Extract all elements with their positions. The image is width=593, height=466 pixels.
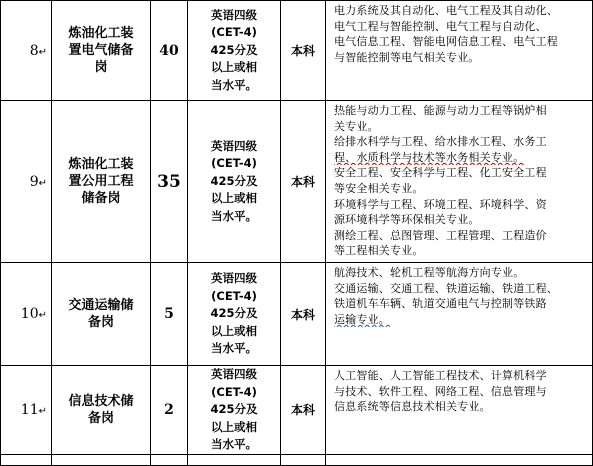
major-requirement-line: 关专业。: [334, 119, 379, 133]
major-requirement-line: 热能与动力工程、能源与动力工程等锅炉相: [334, 104, 547, 117]
row-number: 10: [20, 306, 39, 322]
row-number-cell: [1, 366, 52, 455]
position-name-line: 交通运输储: [68, 298, 134, 313]
major-requirement-line: 人工智能、人工智能工程技术、计算机科学: [334, 369, 547, 382]
english-requirement-line: 以上或相: [211, 191, 257, 206]
row-number-cell: [1, 1, 52, 101]
major-requirement-line: 与智能控制等电气相关专业。: [334, 50, 480, 64]
major-requirement-line: 测绘工程、总图管理、工程管理、工程造价: [334, 228, 547, 242]
table-row: [1, 366, 593, 455]
major-requirement-line: 等安全相关专业。: [334, 181, 424, 195]
headcount-cell: 2: [151, 366, 188, 455]
headcount-cell: 5: [151, 263, 188, 366]
english-requirement-line: 425分及: [210, 306, 258, 321]
major-requirement-line: 电气信息工程、智能电网信息工程、电气工程: [334, 35, 558, 49]
english-requirement-line: 以上或相: [211, 323, 257, 338]
english-requirement-line: (CET-4): [211, 25, 257, 40]
headcount-cell: 40: [151, 1, 188, 101]
english-requirement-line: (CET-4): [211, 384, 257, 399]
english-requirement-cell: [188, 263, 281, 366]
english-requirement-cell: [188, 101, 281, 263]
major-requirement-line: 安全工程、安全科学与工程、化工安全工程: [334, 166, 547, 180]
paragraph-mark: ↵: [38, 177, 47, 189]
english-requirement-line: 英语四级: [211, 138, 257, 153]
table-row: [1, 263, 593, 366]
major-requirement-cell: [326, 366, 593, 455]
major-requirement-cell: [326, 1, 593, 101]
position-name-line: 岗: [94, 60, 108, 75]
english-requirement-line: 英语四级: [211, 7, 257, 22]
major-requirement-cell: [326, 101, 593, 263]
row-number-cell: [1, 101, 52, 263]
position-name-line: 炼油化工装: [68, 157, 134, 172]
position-name-cell: [52, 366, 151, 455]
major-requirement-line: 铁道机车车辆、轨道交通电气与控制等铁路: [334, 297, 547, 311]
english-requirement-line: 425分及: [210, 173, 258, 188]
position-name-line: 置电气储备: [68, 43, 134, 58]
paragraph-mark: ↵: [38, 405, 47, 417]
position-name-line: 炼油化工装: [68, 26, 134, 41]
position-name-line: 置公用工程: [68, 174, 134, 189]
english-requirement-line: 425分及: [210, 42, 258, 57]
empty-cell: [326, 454, 593, 465]
english-requirement-line: 英语四级: [211, 367, 257, 381]
english-requirement-line: 当水平。: [211, 437, 257, 451]
major-requirement-line: 交通运输、交通工程、铁道运输、铁道工程、: [334, 281, 558, 295]
paragraph-mark: ↵: [38, 310, 47, 321]
english-requirement-line: 当水平。: [211, 77, 257, 92]
empty-cell: [188, 454, 281, 465]
paragraph-mark: ↵: [38, 46, 47, 58]
english-requirement-line: 英语四级: [211, 271, 257, 286]
table-row-partial: [1, 454, 593, 465]
english-requirement-line: 当水平。: [211, 208, 257, 223]
major-requirement-line: 电气工程与智能控制、电气工程与自动化、: [334, 19, 547, 33]
table-row: [1, 101, 593, 263]
major-requirement-cell: [326, 263, 593, 366]
major-requirement-line: 电力系统及其自动化、电气工程及其自动化、: [334, 4, 558, 17]
empty-cell: [151, 454, 188, 465]
major-requirement-line: 等工程相关专业。: [334, 244, 424, 258]
major-requirement-line: 航海技术、轮机工程等航海方向专业。: [334, 266, 525, 279]
position-name-line: 储备岗: [81, 191, 121, 206]
row-number: 9: [29, 173, 39, 190]
english-requirement-cell: [188, 1, 281, 101]
major-requirement-line: 运输专业。: [334, 312, 390, 326]
headcount-cell: 35: [151, 101, 188, 263]
major-requirement-line: 环境科学与工程、环境工程、环境科学、资: [334, 197, 547, 211]
degree-cell: 本科: [281, 366, 326, 455]
major-requirement-line: 给排水科学与工程、给水排水工程、水务工: [334, 135, 547, 149]
position-name-line: 备岗: [87, 315, 114, 330]
position-name-cell: [52, 1, 151, 101]
table-row: [1, 1, 593, 101]
row-number: 11: [20, 401, 39, 418]
empty-cell: [1, 454, 52, 465]
english-requirement-cell: [188, 366, 281, 455]
position-name-line: 备岗: [87, 410, 114, 426]
position-name-cell: [52, 263, 151, 366]
english-requirement-line: 425分及: [210, 402, 258, 416]
degree-cell: 本科: [281, 101, 326, 263]
degree-cell: 本科: [281, 263, 326, 366]
english-requirement-line: 当水平。: [211, 341, 257, 356]
major-requirement-line: 信息系统等信息技术相关专业。: [334, 400, 491, 414]
row-number: 8: [29, 42, 39, 59]
row-number-cell: [1, 263, 52, 366]
position-name-line: 信息技术储: [68, 393, 134, 409]
english-requirement-line: 以上或相: [211, 60, 257, 75]
english-requirement-line: (CET-4): [211, 156, 257, 171]
position-name-cell: [52, 101, 151, 263]
empty-cell: [52, 454, 151, 465]
major-requirement-line: 程、水质科学与技术等水务相关专业。: [334, 150, 525, 164]
degree-cell: 本科: [281, 1, 326, 101]
english-requirement-line: (CET-4): [211, 288, 257, 303]
english-requirement-line: 以上或相: [211, 419, 257, 434]
empty-cell: [281, 454, 326, 465]
major-requirement-line: 源环境科学等环保相关专业。: [334, 213, 480, 227]
major-requirement-line: 与技术、软件工程、网络工程、信息管理与: [334, 384, 547, 398]
